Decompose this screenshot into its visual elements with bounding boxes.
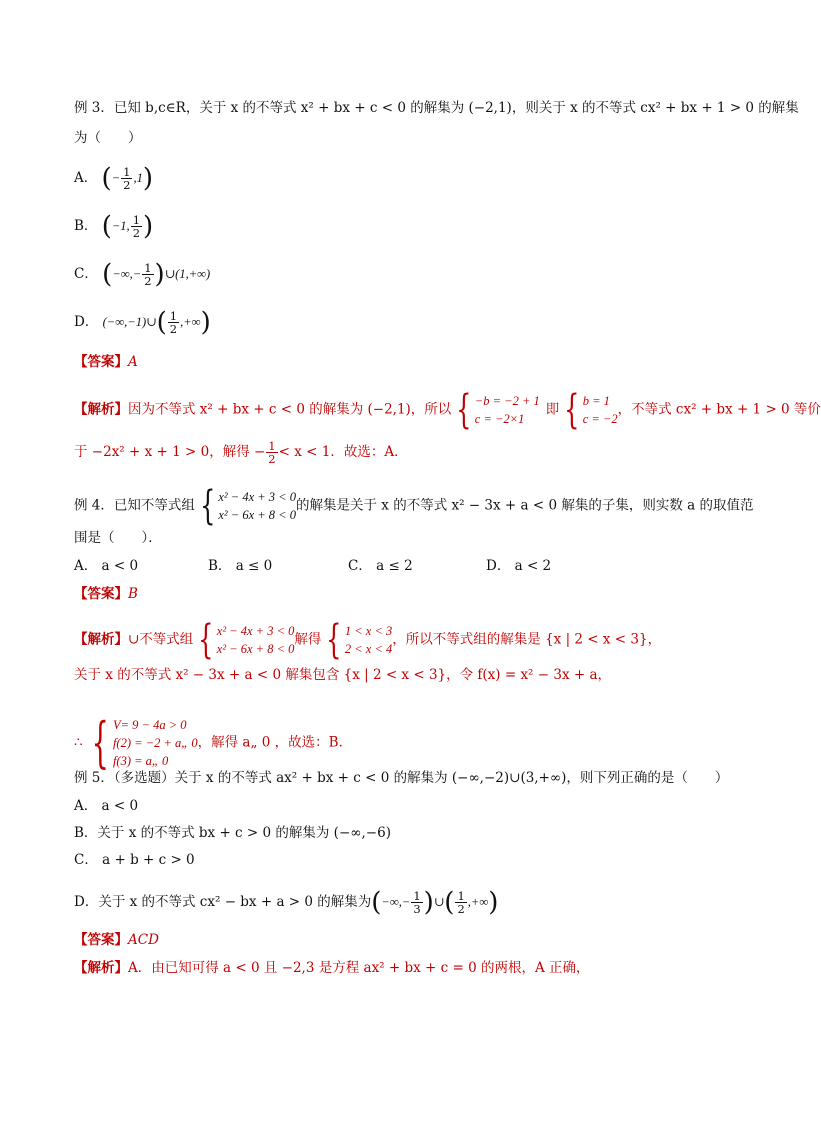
ex3-solution-line1: 【解析】因为不等式 x² + bx + c < 0 的解集为 (−2,1)，所以 { −b = −2 + 1 c = −2×1 即 { b = 1 c = −2 ，不等式 cx² + bx + 1 > 0 等价 (74, 387, 821, 433)
ex4-stem-line1: 例 4．已知不等式组 { x² − 4x + 3 < 0 x² − 6x + 8 < 0 的解集是关于 x 的不等式 x² − 3x + a < 0 解集的子集，则实数 a 的取值范 (74, 483, 754, 529)
ex3-option-d: D． (−∞,−1)∪( $\frac{1}{2}$ ,+∞) (74, 307, 211, 338)
condition-system: V= 9 − 4a > 0 f(2) = −2 + a„ 0 f(3) = a„ 0 (112, 718, 198, 768)
ex3-answer: 【答案】A (74, 354, 138, 370)
ex5-solution-line1: 【解析】A．由已知可得 a < 0 且 −2,3 是方程 ax² + bx + c = 0 的两根，A 正确， (74, 960, 590, 976)
ex4-answer: 【答案】B (74, 586, 138, 602)
inequality-system: x² − 4x + 3 < 0 x² − 6x + 8 < 0 (218, 490, 296, 522)
ex5-answer: 【答案】ACD (74, 932, 159, 948)
ex5-option-c: C． a + b + c > 0 (74, 852, 195, 868)
fraction: $\frac{1}{2}$ (132, 213, 141, 240)
ex3-option-b: B． (−1, $\frac{1}{2}$ ) (74, 211, 154, 242)
fraction: $\frac{1}{2}$ (123, 165, 131, 192)
ex4-option-c: C． a ≤ 2 (348, 558, 413, 574)
ex3-stem-line2: 为（ ） (74, 130, 142, 146)
equation-system: b = 1 c = −2 (582, 394, 618, 426)
fraction: $\frac{1}{2}$ (268, 439, 276, 466)
ex3-solution-line2: 于 −2x² + x + 1 > 0，解得 − $\frac{1}{2}$ < x < 1．故选：A． (74, 439, 408, 466)
inequality-system: x² − 4x + 3 < 0 x² − 6x + 8 < 0 (216, 624, 295, 656)
ex4-option-a: A． a < 0 (74, 558, 139, 574)
fraction: $\frac{1}{3}$ (413, 889, 421, 916)
ex4-option-d: D． a < 2 (486, 558, 552, 574)
ex5-option-b: B．关于 x 的不等式 bx + c > 0 的解集为 (−∞,−6) (74, 825, 391, 841)
ex4-option-b: B． a ≤ 0 (208, 558, 273, 574)
fraction: $\frac{1}{2}$ (169, 309, 178, 336)
ex3-option-a: A． (− $\frac{1}{2}$ ,1) (74, 163, 153, 194)
inequality-system: 1 < x < 3 2 < x < 4 (344, 624, 393, 656)
fraction: $\frac{1}{2}$ (144, 261, 152, 288)
ex3-stem-line1 (74, 98, 799, 118)
ex4-solution-line3: ∴ { V= 9 − 4a > 0 f(2) = −2 + a„ 0 f(3) = a„ 0 ，解得 a„ 0 ，故选：B． (74, 711, 353, 774)
ex4-stem-line2: 围是（ ）． (74, 530, 162, 546)
equation-system: −b = −2 + 1 c = −2×1 (474, 394, 540, 426)
ex5-option-d: D．关于 x 的不等式 cx² − bx + a > 0 的解集为(−∞,− $\frac{1}{3}$ )∪( $\frac{1}{2}$ ,+∞) (74, 887, 499, 918)
fraction: $\frac{1}{2}$ (457, 889, 465, 916)
ex3-stem: 例 3．已知 b,c∈R，关于 x 的不等式 x² + bx + c < 0 的解集为 (−2,1)，则关于 x 的不等式 cx² + bx + 1 > 0 的解集 (74, 100, 799, 116)
ex5-stem: 例 5．（多选题）关于 x 的不等式 ax² + bx + c < 0 的解集为 (−∞,−2)∪(3,+∞)，则下列正确的是（ ） (74, 770, 729, 786)
ex4-solution-line1: 【解析】∪不等式组 { x² − 4x + 3 < 0 x² − 6x + 8 < 0 解得 { 1 < x < 3 2 < x < 4 ，所以不等式组的解集是 {x | 2 < x < 3}， (74, 617, 662, 663)
ex3-option-c: C． (−∞,− $\frac{1}{2}$ )∪(1,+∞) (74, 259, 211, 290)
ex5-option-a: A． a < 0 (74, 798, 139, 814)
ex4-solution-line2: 关于 x 的不等式 x² − 3x + a < 0 解集包含 {x | 2 < x < 3}，令 f(x) = x² − 3x + a， (74, 667, 612, 683)
